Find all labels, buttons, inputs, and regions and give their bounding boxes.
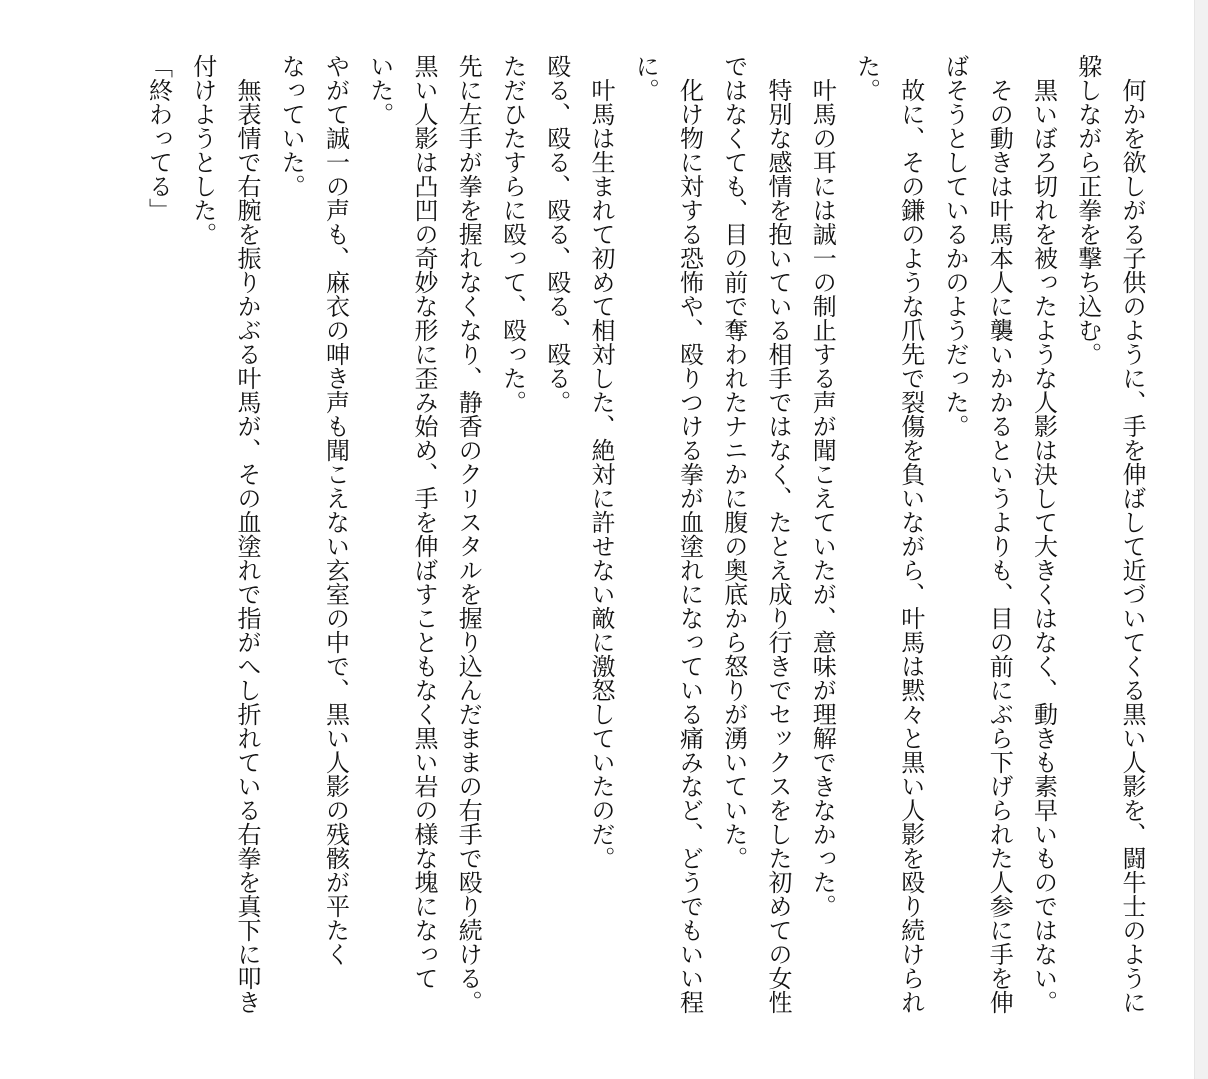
text-line: やがて誠一の声も、麻衣の呻き声も聞こえない玄室の中で、黒い人影の残骸が平たく: [321, 54, 350, 966]
text-line: 無表情で右腕を振りかぶる叶馬が、その血塗れで指がへし折れている右拳を真下に叩き: [233, 78, 261, 1014]
text-line: ではなくても、目の前で奪われたナニかに腹の奥底から怒りが湧いていた。: [719, 54, 748, 870]
text-line: 化け物に対する恐怖や、殴りつける拳が血塗れになっている痛みなど、どうでもいい程: [675, 78, 704, 1014]
text-line: 叶馬は生まれて初めて相対した、絶対に許せない敵に激怒していたのだ。: [587, 78, 615, 870]
text-line: 故に、その鎌のような爪先で裂傷を負いながら、叶馬は黙々と黒い人影を殴り続けられ: [896, 78, 925, 1014]
text-line: ばそうとしているかのようだった。: [941, 54, 969, 438]
text-line: いた。: [365, 54, 394, 126]
text-line: 黒いぼろ切れを被ったような人影は決して大きくはなく、動きも素早いものではない。: [1029, 78, 1058, 1014]
text-line: 特別な感情を抱いている相手ではなく、たとえ成り行きでセックスをした初めての女性: [764, 78, 792, 1014]
text-line: 叶馬の耳には誠一の制止する声が聞こえていたが、意味が理解できなかった。: [808, 78, 837, 918]
text-line: ただひたすらに殴って、殴った。: [498, 54, 527, 414]
text-line: た。: [852, 54, 881, 102]
text-line: 「終わってる」: [144, 54, 173, 222]
text-line: 黒い人影は凸凹の奇妙な形に歪み始め、手を伸ばすこともなく黒い岩の様な塊になって: [410, 54, 438, 990]
text-line: なっていた。: [277, 54, 306, 198]
text-line: その動きは叶馬本人に襲いかかるというよりも、目の前にぶら下げられた人参に手を伸: [985, 78, 1014, 1014]
scrollbar[interactable]: [1194, 0, 1208, 1079]
vertical-text-page: [136, 54, 1154, 1024]
text-line: 殴る、殴る、殴る、殴る、殴る。: [542, 54, 571, 414]
text-line: 躱しながら正拳を撃ち込む。: [1073, 54, 1102, 366]
text-line: に。: [631, 54, 660, 102]
text-line: 何かを欲しがる子供のように、手を伸ばして近づいてくる黒い人影を、闘牛士のように: [1118, 78, 1146, 1014]
text-line: 付けようとした。: [188, 54, 217, 246]
text-line: 先に左手が拳を握れなくなり、静香のクリスタルを握り込んだままの右手で殴り続ける。: [454, 54, 483, 1014]
